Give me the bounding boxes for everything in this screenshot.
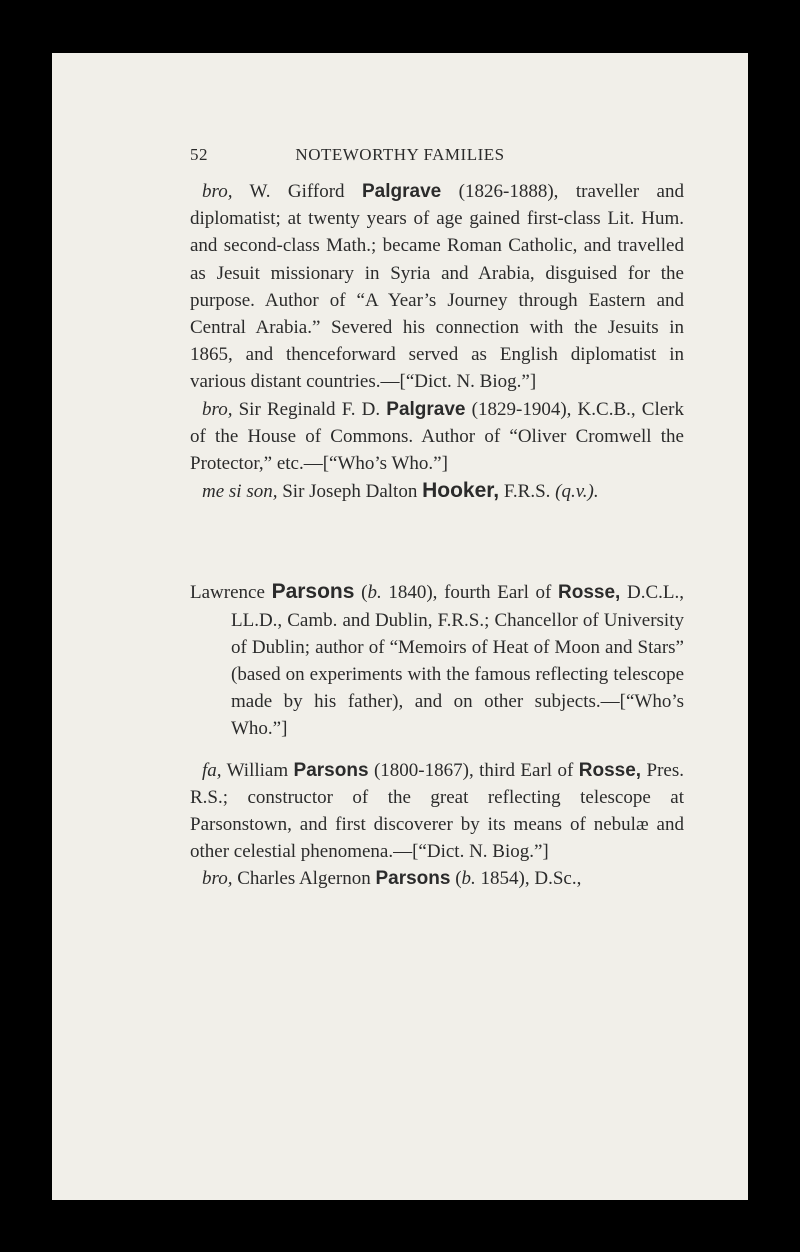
entry-joseph-hooker xyxy=(190,477,684,505)
surname: Palgrave xyxy=(386,398,466,420)
given-names: Charles Algernon xyxy=(232,868,376,890)
entry-details: (1800-1867), third Earl of xyxy=(368,759,579,781)
entry-details: F.R.S. xyxy=(499,481,556,503)
relation-label: me si son, xyxy=(202,481,278,503)
surname: Palgrave xyxy=(362,181,442,202)
given-names: Sir Reginald F. D. xyxy=(232,398,387,420)
given-names: Lawrence xyxy=(190,582,272,604)
running-head: NOTEWORTHY FAMILIES xyxy=(295,145,505,164)
entry-reginald-palgrave xyxy=(190,396,684,478)
entry-details: ( xyxy=(354,582,368,604)
title-name: Rosse, xyxy=(578,759,642,781)
quod-vide: (q.v.). xyxy=(555,481,599,503)
entry-details: 1854), D.Sc., xyxy=(475,868,582,890)
entry-charles-parsons xyxy=(190,865,684,892)
given-names: William xyxy=(221,759,294,781)
given-names: Sir Joseph Dalton xyxy=(277,481,423,503)
surname: Parsons xyxy=(375,868,451,890)
entry-details: ( xyxy=(450,868,462,890)
born-abbrev: b. xyxy=(461,868,476,890)
entry-details: (1826-1888), traveller and diplomatist; at twenty years of age gained first-class Lit. Hum. and second-class Math.; became Roman Catholic, and travelled as Jesuit missionary in Syria and Arabia, disguised for the purpose. Author of “A Year’s Journey through Eastern and Central Arabia.” Severed his connection with the Jesuits in 1865, and thenceforward served as English diplomatist in various distant countries.—[“Dict. N. Biog.”] xyxy=(190,181,684,393)
entry-w-gifford-palgrave xyxy=(190,178,684,396)
body-text xyxy=(190,178,684,893)
page-header xyxy=(52,145,748,169)
page-number: 52 xyxy=(190,145,208,164)
entry-william-parsons xyxy=(190,757,684,866)
relation-label: fa, xyxy=(202,759,222,781)
relation-label: bro, xyxy=(202,868,233,890)
surname: Parsons xyxy=(271,580,355,604)
entry-details: 1840), fourth Earl of xyxy=(381,582,559,604)
entry-details: Pres. R.S.; constructor of the great reflecting telescope at Parsonstown, and first discoverer by its means of nebulæ and other celestial phenomena.—[“Dict. N. Biog.”] xyxy=(190,759,684,863)
given-names: W. Gifford xyxy=(232,181,362,202)
relation-label: bro, xyxy=(202,181,233,202)
relation-label: bro, xyxy=(202,398,233,420)
surname: Parsons xyxy=(293,759,369,781)
entry-details: (1829-1904), K.C.B., Clerk of the House of Commons. Author of “Oliver Cromwell the Protector,” etc.—[“Who’s Who.”] xyxy=(190,398,684,475)
book-page xyxy=(52,53,748,1200)
surname: Hooker, xyxy=(422,479,500,503)
born-abbrev: b. xyxy=(367,582,382,604)
title-name: Rosse, xyxy=(558,582,621,604)
entry-lawrence-parsons xyxy=(190,578,684,742)
entry-details: D.C.L., LL.D., Camb. and Dublin, F.R.S.; Chancellor of University of Dublin; author of “Memoirs of Heat of Moon and Stars” (based on experiments with the famous reflecting telescope made by his father), and on other subjects.—[“Who’s Who.”] xyxy=(231,582,685,740)
